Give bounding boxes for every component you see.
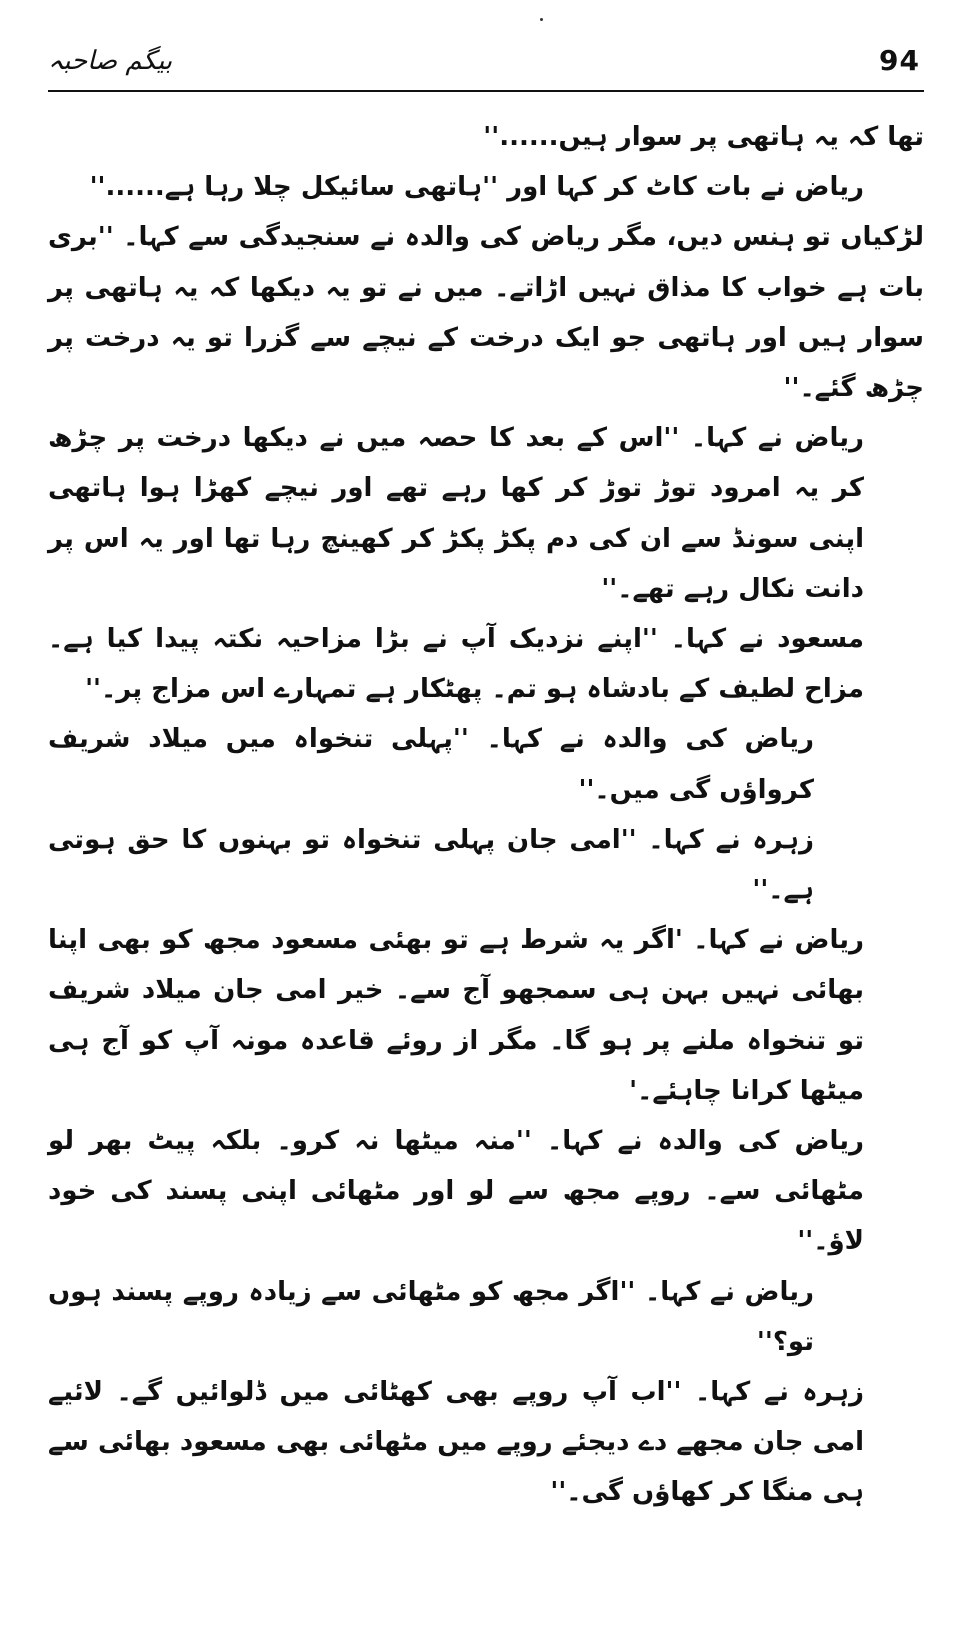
paragraph: زہرہ نے کہا۔ ''اب آپ روپے بھی کھٹائی میں ڈلوائیں گے۔ لائیے امی جان مجھے دے دیجئے روپے میں مٹھائی بھی مسعود بھائی سے ہی منگا کر کھاؤں گی۔'' [48,1377,864,1508]
paragraph: ریاض کی والدہ نے کہا۔ ''پہلی تنخواہ میں میلاد شریف کرواؤں گی میں۔'' [48,724,814,805]
header-rule [48,90,924,92]
paragraph: لڑکیاں تو ہنس دیں، مگر ریاض کی والدہ نے سنجیدگی سے کہا۔ ''بری بات ہے خواب کا مذاق نہیں اڑاتے۔ میں نے تو یہ دیکھا کہ یہ ہاتھی پر سوار ہیں اور ہاتھی جو ایک درخت کے نیچے سے گزرا تو یہ درخت پر چڑھ گئے۔'' [48,222,924,404]
paragraph: ریاض نے کہا۔ ''اس کے بعد کا حصہ میں نے دیکھا درخت پر چڑھ کر یہ امرود توڑ توڑ کر کھا رہے تھے اور نیچے کھڑا ہوا ہاتھی اپنی سونڈ سے ان کی دم پکڑ پکڑ کر کھینچ رہا تھا اور یہ اس پر دانت نکال رہے تھے۔'' [48,423,864,604]
page-header [48,40,928,96]
paragraph: ریاض نے کہا۔ ''اگر مجھ کو مٹھائی سے زیادہ روپے پسند ہوں تو؟'' [48,1276,814,1357]
paragraph: تھا کہ یہ ہاتھی پر سوار ہیں......'' [483,122,924,152]
running-title: بیگم صاحبہ [48,46,173,76]
page-number: 94 [879,44,920,77]
paragraph: ریاض کی والدہ نے کہا۔ ''منہ میٹھا نہ کرو۔ بلکہ پیٹ بھر لو مٹھائی سے۔ روپے مجھ سے لو اور مٹھائی اپنی پسند کی خود لاؤ۔'' [48,1126,864,1257]
paragraph: ریاض نے کہا۔ 'اگر یہ شرط ہے تو بھئی مسعود مجھ کو بھی اپنا بھائی نہیں بہن ہی سمجھو آج سے۔ خیر امی جان میلاد شریف تو تنخواہ ملنے پر ہو گا۔ مگر از روئے قاعدہ مونہ آپ کو آج ہی میٹھا کرانا چاہئے۔' [48,925,865,1106]
paragraph: مسعود نے کہا۔ ''اپنے نزدیک آپ نے بڑا مزاحیہ نکتہ پیدا کیا ہے۔ مزاح لطیف کے بادشاہ ہو تم۔ پھٹکار ہے تمہارے اس مزاج پر۔'' [48,624,864,705]
paragraph: زہرہ نے کہا۔ ''امی جان پہلی تنخواہ تو بہنوں کا حق ہوتی ہے۔'' [48,824,814,906]
scan-speck [540,18,543,21]
body-text [48,112,924,1518]
paragraph: ریاض نے بات کاٹ کر کہا اور ''ہاتھی سائیکل چلا رہا ہے......'' [89,172,864,203]
